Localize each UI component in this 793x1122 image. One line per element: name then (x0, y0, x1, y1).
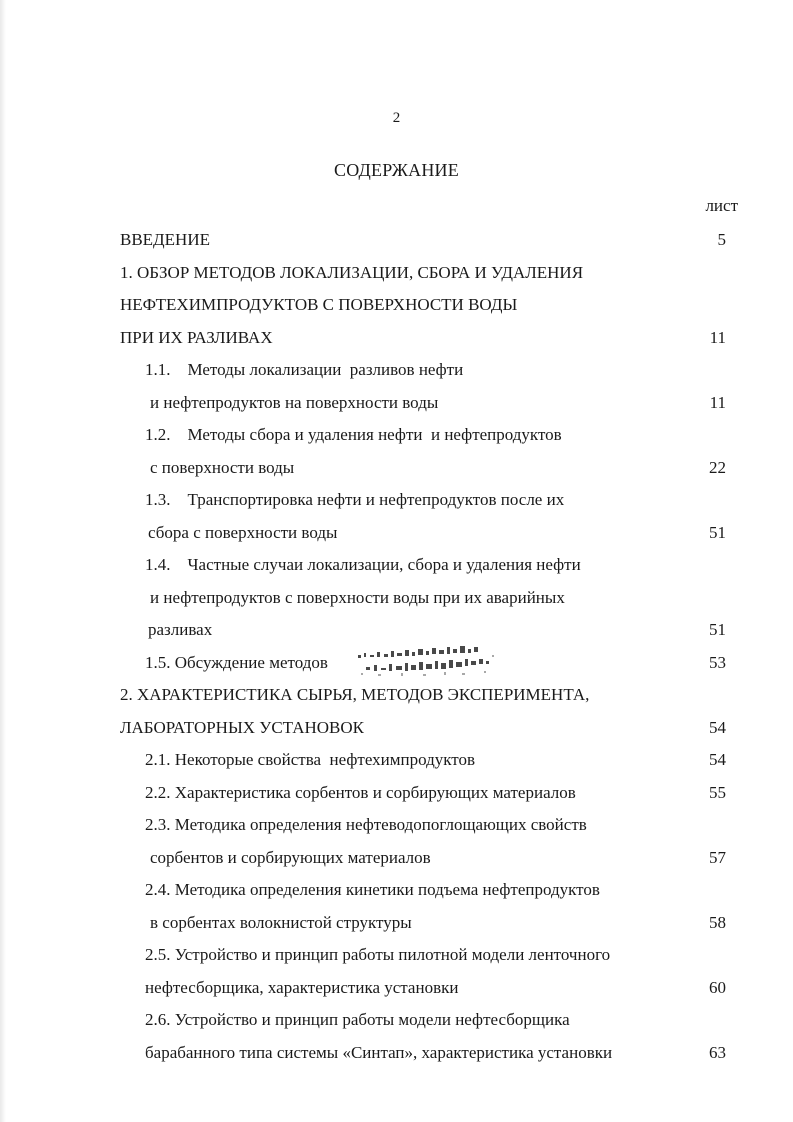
toc-entry-text: ПРИ ИХ РАЗЛИВАХ (120, 327, 273, 347)
toc-entry (120, 809, 740, 842)
toc-entry-text: 1.2. Методы сбора и удаления нефти и нефтепродуктов (145, 425, 562, 444)
toc-entry (120, 257, 740, 290)
toc-entry-text: ВВЕДЕНИЕ (120, 230, 210, 249)
toc-entry (120, 1004, 740, 1037)
toc-entry (120, 874, 740, 907)
toc-entry-text: 1. ОБЗОР МЕТОДОВ ЛОКАЛИЗАЦИИ, СБОРА И УДАЛЕНИЯ (120, 262, 584, 282)
toc-entry (120, 939, 740, 972)
toc-entry-text: сорбентов и сорбирующих материалов (150, 847, 431, 867)
toc-entry-text: 2.4. Методика определения кинетики подъема нефтепродуктов (145, 880, 600, 899)
toc-entry (120, 1037, 740, 1070)
toc-entry (120, 322, 740, 355)
stamp-artifact (356, 643, 498, 681)
toc-entry-text: барабанного типа системы «Синтап», характеристика установки (145, 1042, 613, 1062)
toc-entry-page: 11 (709, 327, 726, 347)
toc-entry-text: 2. ХАРАКТЕРИСТИКА СЫРЬЯ, МЕТОДОВ ЭКСПЕРИМЕНТА, (120, 685, 590, 704)
toc-entry (120, 549, 740, 582)
toc-entry-text: сбора с поверхности воды (148, 522, 338, 542)
toc-entry-text: в сорбентах волокнистой структуры (150, 912, 412, 932)
toc-entry-page: 5 (717, 230, 726, 249)
toc-entry-text: 1.4. Частные случаи локализации, сбора и удаления нефти (145, 555, 581, 574)
toc-entry-text: 2.3. Методика определения нефтеводопоглощающих свойств (145, 815, 587, 834)
toc-entry (120, 972, 740, 1005)
toc-entry (120, 777, 740, 810)
toc-entry (120, 907, 740, 940)
toc-entry-text: с поверхности воды (150, 457, 295, 477)
toc-entry-text: 2.2. Характеристика сорбентов и сорбирующих материалов (145, 782, 576, 802)
toc-entry-text: нефтесборщика, характеристика установки (145, 977, 459, 997)
toc-entry-page: 55 (709, 782, 726, 802)
toc-entry-text: и нефтепродуктов на поверхности воды (150, 392, 439, 412)
toc-entry (120, 289, 740, 322)
toc-entry (120, 582, 740, 615)
toc-entry (120, 679, 740, 712)
toc-entry (120, 744, 740, 777)
toc-entry-text: 2.6. Устройство и принцип работы модели нефтесборщика (145, 1010, 570, 1029)
toc-entry (120, 354, 740, 387)
toc-entry-text: и нефтепродуктов с поверхности воды при их аварийных (150, 587, 565, 607)
toc-entry-text: 2.1. Некоторые свойства нефтехимпродуктов (145, 750, 476, 769)
toc-entry-page: 51 (709, 620, 726, 639)
toc-entry (120, 419, 740, 452)
toc-entry-page: 22 (709, 457, 726, 477)
toc-entry (120, 224, 740, 257)
toc-entry-text: разливах (148, 620, 213, 639)
toc-entry (120, 484, 740, 517)
toc-entry-page: 11 (709, 392, 726, 412)
toc-entry-page: 57 (709, 847, 726, 867)
toc-entry (120, 842, 740, 875)
toc-entry-text: ЛАБОРАТОРНЫХ УСТАНОВОК (120, 717, 365, 737)
toc-entry-page: 58 (709, 912, 726, 932)
toc-entry-text: НЕФТЕХИМПРОДУКТОВ С ПОВЕРХНОСТИ ВОДЫ (120, 295, 518, 314)
toc-entry-page: 63 (709, 1042, 726, 1062)
toc-entry-text: 2.5. Устройство и принцип работы пилотной модели ленточного (145, 945, 611, 964)
toc-entry (120, 387, 740, 420)
toc-entry (120, 614, 740, 647)
toc-entry-text: 1.3. Транспортировка нефти и нефтепродуктов после их (145, 490, 565, 509)
page-title: СОДЕРЖАНИЕ (334, 160, 459, 180)
toc-entry-page: 51 (709, 522, 726, 542)
toc-entry (120, 712, 740, 745)
toc-entry-page: 53 (709, 652, 726, 672)
toc-entry-page: 60 (709, 977, 726, 997)
page-column-header: лист (705, 196, 738, 215)
toc-entry (120, 452, 740, 485)
toc-entry-page: 54 (709, 717, 726, 737)
toc-entry-text: 1.1. Методы локализации разливов нефти (145, 360, 464, 379)
toc-entry-page: 54 (709, 750, 726, 769)
toc-entry (120, 517, 740, 550)
toc-entry-text: 1.5. Обсуждение методов (145, 652, 328, 672)
page-number: 2 (392, 110, 401, 126)
